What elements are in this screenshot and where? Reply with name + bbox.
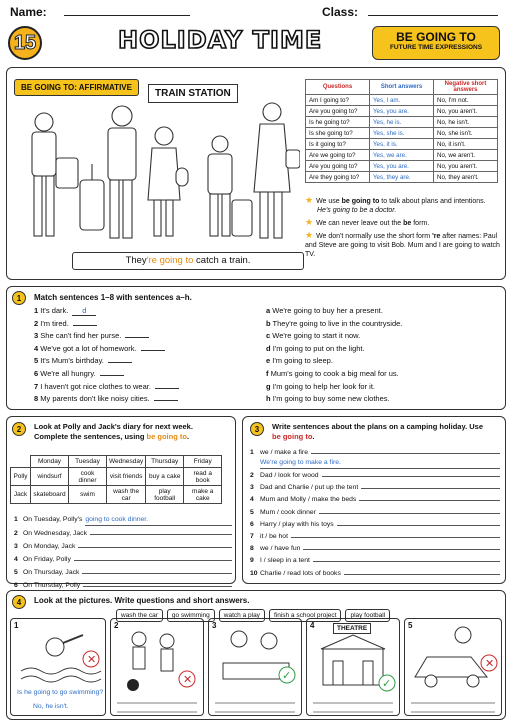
train-station-sign: TRAIN STATION — [148, 84, 238, 103]
sentence-number: 5 — [14, 569, 18, 576]
note-1-c: to talk about plans and intentions. — [379, 198, 486, 205]
exercise-2-sentences — [14, 514, 232, 591]
qa-row — [306, 128, 498, 139]
note-2 — [305, 218, 501, 228]
qa-negative: No, they aren't. — [434, 172, 498, 183]
qa-question: Is he going to? — [306, 117, 370, 128]
school-project-icon — [209, 619, 301, 715]
unit-number-badge: 15 — [8, 26, 42, 60]
grammar-notes — [305, 196, 501, 259]
qa-short-answer: Yes, I am. — [370, 95, 434, 106]
qa-row — [306, 106, 498, 117]
qa-negative: No, he isn't. — [434, 117, 498, 128]
sentence-item — [14, 565, 232, 578]
exercise-1-instruction: Match sentences 1–8 with sentences a–h. — [34, 293, 192, 302]
item-number: 3 — [250, 484, 254, 492]
svg-text:✓: ✓ — [382, 677, 392, 690]
svg-text:✓: ✓ — [282, 669, 292, 682]
page-title: HOLIDAY TIME — [118, 26, 323, 54]
exercise-3-instruction — [272, 422, 492, 441]
note-3 — [305, 231, 501, 259]
sentence-answer[interactable] — [78, 539, 232, 548]
match-right-item — [266, 393, 502, 406]
diary-person: Jack — [11, 486, 31, 504]
sentence-prompt: On Friday, Polly — [23, 556, 71, 563]
item-letter: a — [266, 306, 271, 315]
picture-5-number: 5 — [408, 621, 413, 630]
class-field[interactable] — [368, 4, 498, 16]
caption-pre: They — [125, 255, 147, 266]
answer-line[interactable] — [311, 446, 500, 454]
diary-cell: swim — [69, 486, 107, 504]
note-2-c: form. — [411, 220, 430, 227]
svg-text:✕: ✕ — [87, 653, 97, 666]
topic-title: BE GOING TO — [396, 30, 476, 44]
word-bank-item: finish a school project — [269, 609, 342, 622]
match-right-item — [266, 305, 502, 318]
answer-blank[interactable] — [141, 350, 165, 351]
ex3-instr-b: be going to — [272, 431, 313, 441]
qa-negative: No, it isn't. — [434, 139, 498, 150]
section-tag: BE GOING TO: AFFIRMATIVE — [14, 79, 139, 96]
answer-line[interactable] — [291, 530, 500, 538]
match-left-item — [34, 393, 254, 406]
car-wash-icon — [405, 619, 501, 715]
match-left-item — [34, 355, 254, 368]
sentence-prompt: On Monday, Jack — [23, 543, 76, 550]
example-caption — [72, 252, 304, 270]
diary-day: Monday — [31, 456, 69, 468]
camping-item — [250, 493, 500, 505]
qa-negative: No, you aren't. — [434, 161, 498, 172]
diary-day: Thursday — [146, 456, 184, 468]
qa-question: Are you going to? — [306, 161, 370, 172]
answer-line[interactable] — [313, 554, 500, 562]
sentence-answer[interactable] — [74, 552, 232, 561]
answer-line[interactable] — [319, 506, 500, 514]
topic-box — [372, 26, 500, 60]
exercise-2-instruction — [34, 422, 214, 441]
item-letter: e — [266, 356, 271, 366]
item-number: 5 — [250, 508, 254, 516]
ex3-instr-a: Write sentences about the plans on a camping holiday. Use — [272, 422, 484, 431]
qa-question: Am I going to? — [306, 95, 370, 106]
short-answers-table — [305, 79, 498, 183]
exercise-2-number: 2 — [12, 422, 26, 436]
sentence-answer[interactable]: going to cook dinner. — [85, 514, 232, 526]
match-left-item — [34, 368, 254, 381]
answer-blank[interactable] — [154, 400, 178, 401]
item-prompt: we / have fun — [260, 545, 301, 553]
ex2-instr-c: . — [186, 431, 190, 441]
item-number: 8 — [250, 545, 254, 553]
answer-blank[interactable] — [155, 388, 179, 389]
note-3-a: We don't normally use the short form — [316, 233, 433, 240]
name-field[interactable] — [64, 4, 190, 16]
answer-blank[interactable] — [125, 337, 149, 338]
note-3-b: 're — [432, 233, 441, 240]
camping-item — [250, 469, 500, 481]
item-number: 9 — [250, 557, 254, 565]
word-bank-item: play football — [345, 609, 390, 622]
diary-cell: cook dinner — [69, 468, 107, 486]
svg-text:✕: ✕ — [183, 673, 193, 686]
camping-item — [250, 567, 500, 579]
sentence-item — [14, 514, 232, 526]
qa-row — [306, 117, 498, 128]
star-icon: ★ — [305, 230, 314, 240]
svg-text:✕: ✕ — [485, 657, 495, 670]
qa-short-answer: Yes, we are. — [370, 150, 434, 161]
item-number: 2 — [250, 472, 254, 479]
item-text: It's Mum's birthday. — [40, 356, 104, 366]
sentence-number: 4 — [14, 556, 18, 563]
picture-4-number: 4 — [310, 621, 315, 630]
camping-item — [250, 554, 500, 566]
diary-cell: visit friends — [107, 468, 146, 486]
diary-cell: play football — [146, 486, 184, 504]
note-2-b: be — [403, 220, 412, 227]
camping-item — [250, 446, 500, 458]
item-text: We're going to buy her a present. — [272, 306, 383, 315]
diary-cell: buy a cake — [146, 468, 184, 486]
item-number: 8 — [34, 394, 39, 404]
item-text: We've got a lot of homework. — [40, 343, 137, 353]
diary-row — [11, 486, 222, 504]
diary-cell: skateboard — [31, 486, 69, 504]
item-letter: h — [266, 394, 271, 404]
ex2-instr-b: be going to — [146, 431, 187, 441]
qa-short-answer: Yes, it is. — [370, 139, 434, 150]
diary-corner — [11, 456, 31, 468]
qa-row — [306, 139, 498, 150]
item-letter: g — [266, 381, 271, 391]
qa-negative: No, she isn't. — [434, 128, 498, 139]
answer-line[interactable] — [361, 481, 500, 489]
diary-cell: read a book — [184, 468, 222, 486]
q1-question: Is he going to go swimming? — [17, 689, 104, 696]
qa-row — [306, 95, 498, 106]
star-icon: ★ — [305, 217, 314, 227]
exercise-3-items — [250, 446, 500, 579]
item-number: 3 — [34, 331, 39, 341]
item-number: 6 — [250, 520, 254, 528]
example-answer: We're going to make a fire. — [260, 458, 500, 469]
diary-day: Friday — [184, 456, 222, 468]
sentence-number: 3 — [14, 543, 18, 550]
match-right-item — [266, 368, 502, 381]
ex2-instr-a: Look at Polly and Jack's diary for next week. Complete the sentences, using — [34, 422, 193, 441]
qa-question: Is it going to? — [306, 139, 370, 150]
diary-person: Polly — [11, 468, 31, 486]
qa-negative: No, you aren't. — [434, 106, 498, 117]
diary-cell: make a cake — [184, 486, 222, 504]
item-number: 7 — [250, 533, 254, 541]
item-text: I'm tired. — [40, 318, 69, 328]
diary-cell: windsurf — [31, 468, 69, 486]
qa-negative: No, we aren't. — [434, 150, 498, 161]
diary-header-row — [11, 456, 222, 468]
picture-2 — [110, 618, 204, 716]
diary-cell: wash the car — [107, 486, 146, 504]
item-prompt: we / make a fire — [260, 449, 308, 456]
answer-blank[interactable]: d — [72, 306, 96, 316]
answer-line[interactable] — [337, 518, 500, 526]
sentence-number: 1 — [14, 516, 18, 523]
exercise-1-number: 1 — [12, 291, 26, 305]
exercise-4-number: 4 — [12, 595, 26, 609]
sentence-answer[interactable] — [90, 526, 232, 535]
match-left-item — [34, 343, 254, 356]
sentence-item — [14, 526, 232, 539]
item-prompt: Dad and Charlie / put up the tent — [260, 484, 359, 492]
match-left-item — [34, 318, 254, 331]
item-letter: c — [266, 331, 271, 341]
picture-3-number: 3 — [212, 621, 217, 630]
item-prompt: Dad / look for wood — [260, 472, 319, 479]
item-letter: f — [266, 368, 269, 378]
word-bank-item: go swimming — [167, 609, 215, 622]
answer-line[interactable] — [303, 542, 500, 550]
qa-short-answer: Yes, she is. — [370, 128, 434, 139]
diary-table — [10, 455, 222, 504]
ex3-instr-c: . — [312, 431, 315, 441]
sentence-item — [14, 539, 232, 552]
swimmer-icon — [11, 627, 105, 687]
item-text: My parents don't like noisy cities. — [40, 394, 150, 404]
caption-highlight: 're going to — [146, 255, 194, 266]
item-prompt: Charlie / read lots of books — [260, 569, 341, 577]
answer-blank[interactable] — [108, 362, 132, 363]
note-1-a: We use — [316, 198, 342, 205]
star-icon: ★ — [305, 195, 314, 205]
qa-row — [306, 161, 498, 172]
match-right-item — [266, 381, 502, 394]
diary-day: Tuesday — [69, 456, 107, 468]
match-right-item — [266, 330, 502, 343]
family-illustration — [14, 100, 300, 248]
item-prompt: Harry / play with his toys — [260, 520, 334, 528]
match-left-item — [34, 381, 254, 394]
sentence-prompt: On Wednesday, Jack — [23, 530, 87, 537]
exercise-1-right-list — [266, 305, 502, 406]
item-text: She can't find her purse. — [40, 331, 122, 341]
answer-line[interactable] — [322, 469, 500, 477]
answer-line[interactable] — [344, 567, 500, 575]
item-letter: d — [266, 343, 271, 353]
item-text: I'm going to sleep. — [272, 356, 333, 366]
col-short-answers: Short answers — [370, 80, 434, 95]
sentence-number: 6 — [14, 582, 18, 589]
sentence-prompt: On Tuesday, Polly's — [23, 516, 83, 523]
match-left-item — [34, 305, 254, 318]
picture-1 — [10, 618, 106, 716]
item-number: 1 — [34, 306, 39, 315]
sentence-prompt: On Thursday, Polly — [23, 582, 81, 589]
camping-item — [250, 542, 500, 554]
note-1-b: be going to — [341, 198, 380, 205]
col-questions: Questions — [306, 80, 370, 95]
exercise-4-instruction: Look at the pictures. Write questions and short answers. — [34, 596, 250, 605]
qa-short-answer: Yes, you are. — [370, 161, 434, 172]
item-text: I'm going to buy some new clothes. — [272, 394, 390, 404]
item-letter: b — [266, 318, 271, 328]
camping-item — [250, 481, 500, 493]
q1-answer: No, he isn't. — [33, 703, 69, 710]
qa-short-answer: Yes, they are. — [370, 172, 434, 183]
item-prompt: I / sleep in a tent — [260, 557, 310, 565]
item-text: I haven't got nice clothes to wear. — [40, 381, 151, 391]
item-prompt: Mum / cook dinner — [260, 508, 316, 516]
camping-item — [250, 518, 500, 530]
qa-question: Is she going to? — [306, 128, 370, 139]
item-text: We're going to start it now. — [272, 331, 361, 341]
picture-2-number: 2 — [114, 621, 119, 630]
item-text: I'm going to put on the light. — [272, 343, 365, 353]
item-number: 10 — [250, 569, 258, 577]
word-bank-item: wash the car — [116, 609, 163, 622]
match-right-item — [266, 318, 502, 331]
camping-item — [250, 530, 500, 542]
match-right-item — [266, 355, 502, 368]
picture-1-number: 1 — [14, 621, 19, 630]
sentence-prompt: On Thursday, Jack — [23, 569, 80, 576]
item-text: I'm going to help her look for it. — [272, 381, 376, 391]
class-label: Class: — [322, 5, 359, 19]
match-right-item — [266, 343, 502, 356]
diary-day: Wednesday — [107, 456, 146, 468]
item-number: 7 — [34, 381, 39, 391]
item-number: 4 — [34, 343, 39, 353]
item-text: Mum's going to cook a big meal for us. — [270, 368, 399, 378]
item-number: 1 — [250, 449, 254, 456]
note-2-a: We can never leave out the — [316, 220, 404, 227]
topic-subtitle: FUTURE TIME EXPRESSIONS — [389, 44, 483, 51]
item-text: It's dark. — [40, 306, 69, 315]
picture-3 — [208, 618, 302, 716]
qa-question: Are we going to? — [306, 150, 370, 161]
note-3-c: after names: Paul and Steve are going to visit Bob. Mum and I are going to watch TV. — [305, 233, 500, 258]
col-negative: Negative short answers — [434, 80, 498, 95]
word-bank-item: watch a play — [219, 609, 265, 622]
exercise-1-left-list — [34, 305, 254, 406]
answer-blank[interactable] — [100, 375, 124, 376]
football-icon — [111, 619, 203, 715]
item-number: 2 — [34, 318, 39, 328]
answer-blank[interactable] — [73, 325, 97, 326]
item-prompt: it / be hot — [260, 533, 288, 541]
qa-row — [306, 150, 498, 161]
item-text: They're going to live in the countryside. — [272, 318, 403, 328]
note-1 — [305, 196, 501, 215]
picture-4 — [306, 618, 400, 716]
sentence-answer[interactable] — [83, 578, 232, 587]
qa-row — [306, 172, 498, 183]
item-number: 4 — [250, 496, 254, 504]
qa-question: Are you going to? — [306, 106, 370, 117]
match-left-item — [34, 330, 254, 343]
picture-5 — [404, 618, 502, 716]
sentence-answer[interactable] — [82, 565, 232, 574]
qa-question: Are they going to? — [306, 172, 370, 183]
item-number: 5 — [34, 356, 39, 366]
qa-short-answer: Yes, he is. — [370, 117, 434, 128]
answer-line[interactable] — [359, 493, 500, 501]
sentence-number: 2 — [14, 530, 18, 537]
item-text: We're all hungry. — [40, 368, 96, 378]
caption-post: catch a train. — [193, 255, 251, 266]
item-number: 6 — [34, 368, 39, 378]
diary-row — [11, 468, 222, 486]
name-label: Name: — [10, 5, 47, 19]
item-prompt: Mum and Molly / make the beds — [260, 496, 357, 504]
qa-short-answer: Yes, you are. — [370, 106, 434, 117]
theatre-sign: THEATRE — [333, 623, 371, 634]
exercise-3-number: 3 — [250, 422, 264, 436]
sentence-item — [14, 552, 232, 565]
note-1-example: He's going to be a doctor. — [317, 207, 397, 214]
qa-negative: No, I'm not. — [434, 95, 498, 106]
camping-item — [250, 506, 500, 518]
